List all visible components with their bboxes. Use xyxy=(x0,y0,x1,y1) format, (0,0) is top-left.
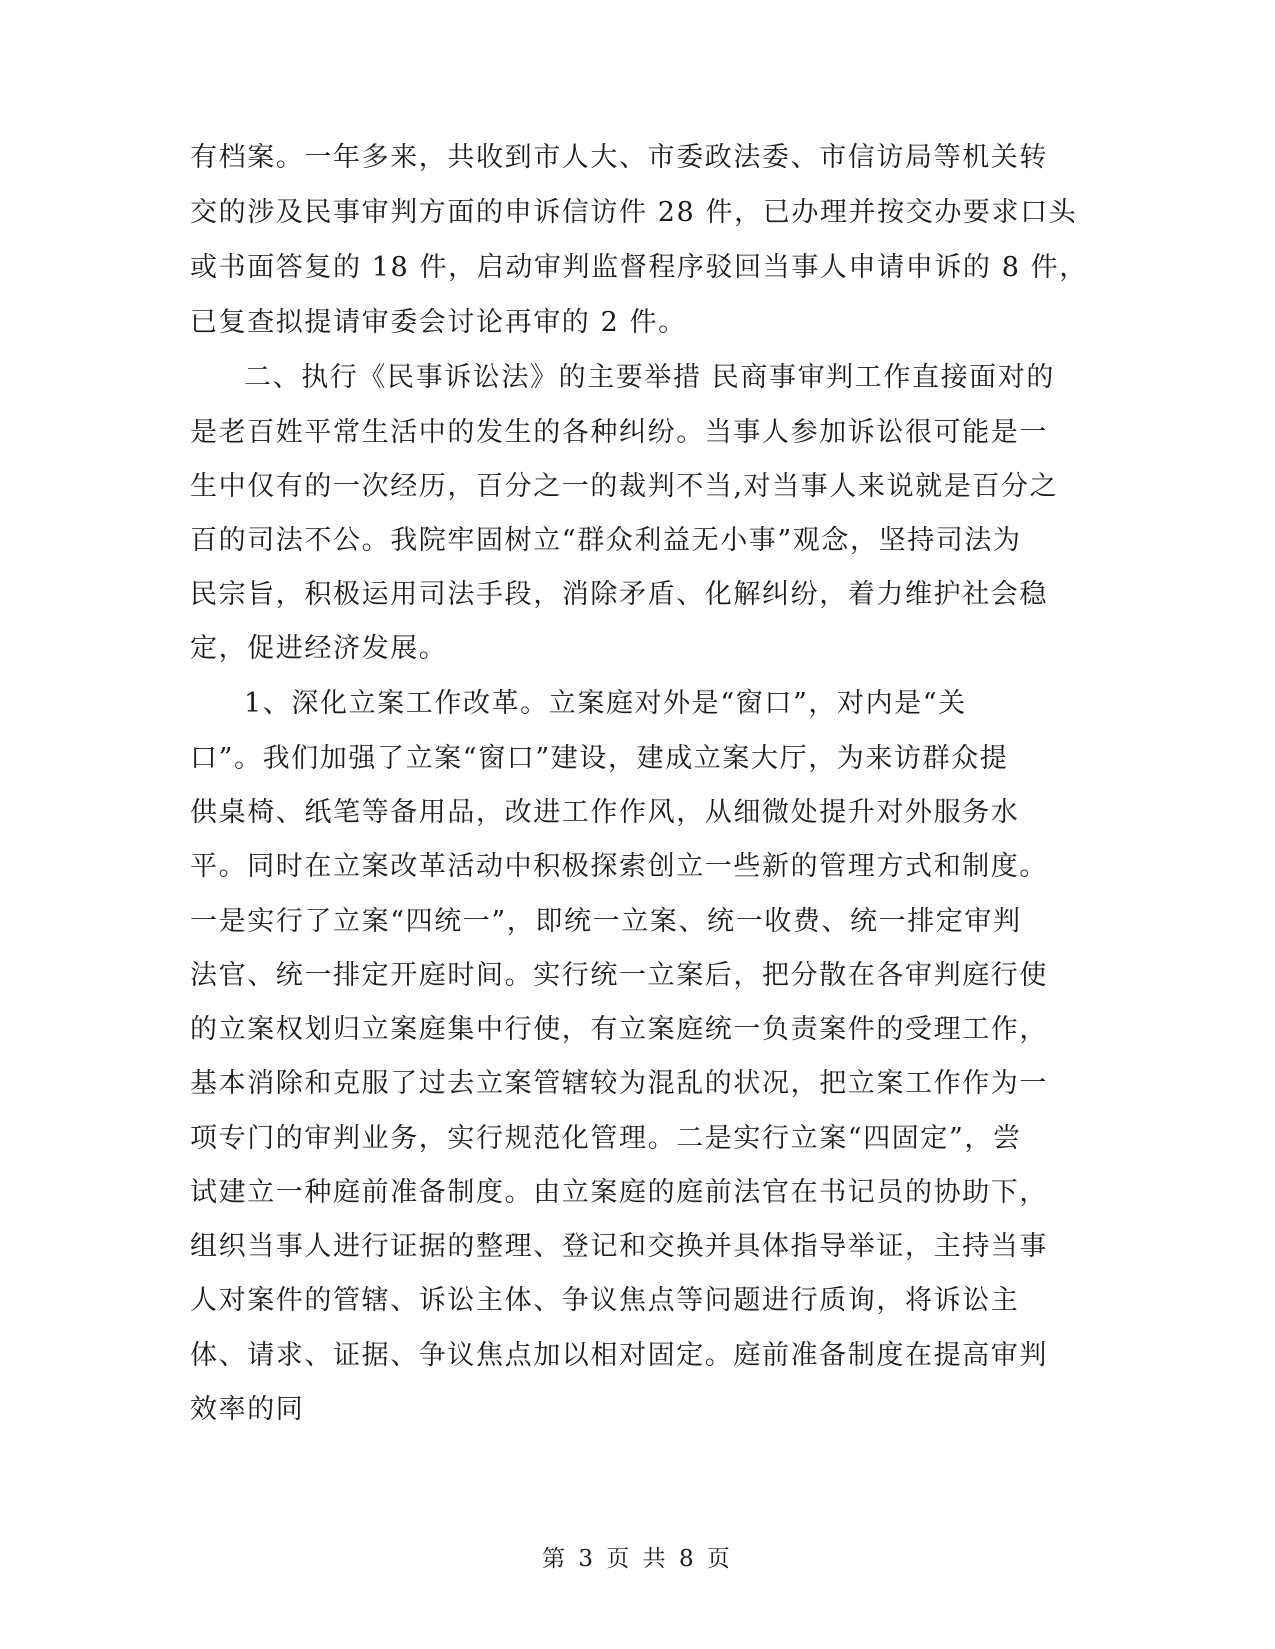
text-line: 人对案件的管辖、诉讼主体、争议焦点等问题进行质询，将诉讼主 xyxy=(190,1285,1020,1316)
text-line: 已复查拟提请审委会讨论再审的 2 件。 xyxy=(190,307,687,338)
text-line: 一是实行了立案“四统一”，即统一立案、统一收费、统一排定审判 xyxy=(190,906,1022,937)
text-line: 法官、统一排定开庭时间。实行统一立案后，把分散在各审判庭行使 xyxy=(190,960,1048,991)
page-number-footer: 第 3 页 共 8 页 xyxy=(542,1546,733,1572)
text-line: 口”。我们加强了立案“窗口”建设，建成立案大厅，为来访群众提 xyxy=(190,743,1009,774)
text-line: 平。同时在立案改革活动中积极探索创立一些新的管理方式和制度。 xyxy=(190,851,1048,882)
text-line: 的立案权划归立案庭集中行使，有立案庭统一负责案件的受理工作， xyxy=(190,1014,1048,1045)
text-line: 生中仅有的一次经历，百分之一的裁判不当,对当事人来说就是百分之 xyxy=(190,471,1059,502)
text-line: 效率的同 xyxy=(190,1394,305,1425)
text-line: 试建立一种庭前准备制度。由立案庭的庭前法官在书记员的协助下， xyxy=(190,1177,1048,1208)
subsection-heading-line: 1、深化立案工作改革。立案庭对外是“窗口”，对内是“关 xyxy=(244,688,967,719)
text-line: 供桌椅、纸笔等备用品，改进工作作风，从细微处提升对外服务水 xyxy=(190,797,1020,828)
text-line: 交的涉及民事审判方面的申诉信访件 28 件，已办理并按交办要求口头 xyxy=(190,197,1078,228)
text-line: 是老百姓平常生活中的发生的各种纠纷。当事人参加诉讼很可能是一 xyxy=(190,417,1048,448)
text-line: 有档案。一年多来，共收到市人大、市委政法委、市信访局等机关转 xyxy=(190,142,1048,173)
text-line: 民宗旨，积极运用司法手段，消除矛盾、化解纠纷，着力维护社会稳 xyxy=(190,579,1048,610)
text-line: 百的司法不公。我院牢固树立“群众利益无小事”观念，坚持司法为 xyxy=(190,525,1022,556)
text-line: 基本消除和克服了过去立案管辖较为混乱的状况，把立案工作作为一 xyxy=(190,1068,1048,1099)
text-line: 组织当事人进行证据的整理、登记和交换并具体指导举证，主持当事 xyxy=(190,1231,1048,1262)
text-line: 体、请求、证据、争议焦点加以相对固定。庭前准备制度在提高审判 xyxy=(190,1340,1048,1371)
text-line: 项专门的审判业务，实行规范化管理。二是实行立案“四固定”，尝 xyxy=(190,1123,1022,1154)
text-line: 定，促进经济发展。 xyxy=(190,633,448,664)
section-heading-line: 二、执行《民事诉讼法》的主要举措 民商事审判工作直接面对的 xyxy=(244,362,1055,393)
text-line: 或书面答复的 18 件，启动审判监督程序驳回当事人申请申诉的 8 件， xyxy=(190,252,1088,283)
